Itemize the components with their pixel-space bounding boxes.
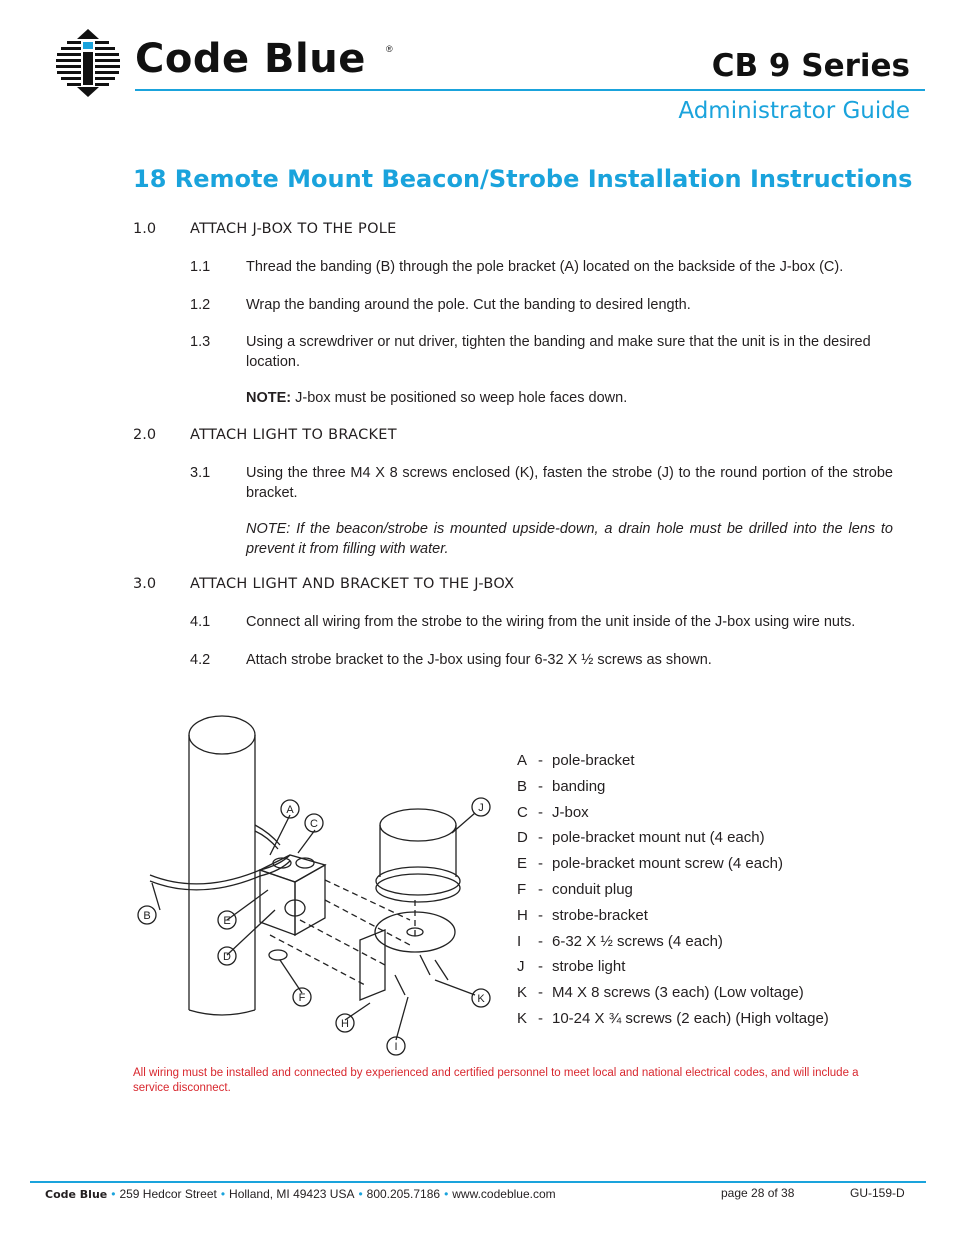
legend-letter: J xyxy=(517,958,525,976)
substep-number: 4.1 xyxy=(190,614,211,630)
step-number: 1.0 xyxy=(133,221,157,237)
note-italic: NOTE: If the beacon/strobe is mounted upside-down, a drain hole must be drilled into the lens to prevent it from filling with water. xyxy=(246,521,893,557)
legend-description: conduit plug xyxy=(552,880,633,898)
footer-website: www.codeblue.com xyxy=(452,1187,556,1201)
parts-legend xyxy=(517,752,829,1036)
installation-diagram xyxy=(130,705,505,1060)
legend-dash: - xyxy=(538,803,543,821)
footer-separator: • xyxy=(444,1187,449,1201)
footer-brand: Code Blue xyxy=(45,1188,108,1201)
step-title: ATTACH LIGHT TO BRACKET xyxy=(190,427,397,443)
footer-separator: • xyxy=(111,1187,116,1201)
note-label: NOTE: xyxy=(246,390,292,406)
substep-text: Wrap the banding around the pole. Cut the banding to desired length. xyxy=(246,297,691,313)
legend-description: strobe-bracket xyxy=(552,906,648,924)
step-number: 3.0 xyxy=(133,576,157,592)
legend-dash: - xyxy=(538,880,543,898)
legend-row xyxy=(517,933,829,959)
registered-mark: ® xyxy=(386,44,393,54)
callout-f: F xyxy=(298,992,306,1004)
substep-number: 4.2 xyxy=(190,652,211,668)
callout-h: H xyxy=(341,1018,349,1030)
substep-text: Using a screwdriver or nut driver, tighten the banding and make sure that the unit is in the desired location. xyxy=(246,334,871,370)
legend-description: strobe light xyxy=(552,958,626,976)
legend-letter: I xyxy=(517,932,522,950)
legend-description: pole-bracket mount nut (4 each) xyxy=(552,829,765,847)
legend-row xyxy=(517,881,829,907)
legend-row xyxy=(517,907,829,933)
legend-letter: D xyxy=(517,829,528,847)
callout-c: C xyxy=(310,818,318,830)
substep-text: Connect all wiring from the strobe to the wiring from the unit inside of the J-box using wire nuts. xyxy=(246,614,856,630)
callout-b: B xyxy=(143,910,151,922)
legend-dash: - xyxy=(538,932,543,950)
note xyxy=(246,389,893,409)
legend-description: banding xyxy=(552,777,606,795)
legend-letter: K xyxy=(517,984,528,1002)
legend-row xyxy=(517,778,829,804)
footer-separator: • xyxy=(220,1187,226,1201)
legend-dash: - xyxy=(538,777,543,795)
substep-text: Attach strobe bracket to the J-box using four 6-32 X ½ screws as shown. xyxy=(246,652,712,668)
note-text: J-box must be positioned so weep hole faces down. xyxy=(291,390,628,406)
callout-a: A xyxy=(286,804,294,816)
legend-letter: K xyxy=(517,1009,528,1027)
substep-number: 1.1 xyxy=(190,259,211,275)
legend-row xyxy=(517,752,829,778)
substep-text: Using the three M4 X 8 screws enclosed (K), fasten the strobe (J) to the round portion of the strobe bracket. xyxy=(246,465,893,501)
legend-row xyxy=(517,855,829,881)
callout-i: I xyxy=(394,1041,398,1053)
step-title: ATTACH J-BOX TO THE POLE xyxy=(190,221,397,237)
wiring-warning: All wiring must be installed and connected by experienced and certified personnel to meet local and national electrical codes, and will include a service disconnect. xyxy=(133,1067,859,1094)
legend-description: pole-bracket xyxy=(552,752,635,769)
legend-dash: - xyxy=(538,752,543,769)
legend-row xyxy=(517,804,829,830)
legend-row xyxy=(517,958,829,984)
page-number: page 28 of 38 xyxy=(721,1186,795,1200)
legend-description: M4 X 8 screws (3 each) (Low voltage) xyxy=(552,984,804,1002)
callout-j: J xyxy=(478,802,484,814)
legend-letter: F xyxy=(517,880,527,898)
header-divider xyxy=(135,89,925,91)
footer-separator: • xyxy=(358,1187,363,1201)
footer-city: Holland, MI 49423 USA xyxy=(229,1187,355,1201)
footer-divider xyxy=(30,1181,926,1183)
step-number: 2.0 xyxy=(133,427,157,443)
legend-row xyxy=(517,984,829,1010)
footer-contact xyxy=(45,1187,556,1201)
legend-dash: - xyxy=(538,958,543,976)
substep-text: Thread the banding (B) through the pole bracket (A) located on the backside of the J-box (C). xyxy=(246,259,844,275)
section-heading: 18 Remote Mount Beacon/Strobe Installation Instructions xyxy=(133,165,913,193)
series-title: CB 9 Series xyxy=(711,48,910,84)
legend-letter: E xyxy=(517,855,528,873)
substep-number: 1.3 xyxy=(190,334,211,350)
footer-address: 259 Hedcor Street xyxy=(119,1187,217,1201)
substep-number: 1.2 xyxy=(190,297,211,313)
legend-dash: - xyxy=(538,984,543,1002)
legend-letter: A xyxy=(517,752,528,769)
legend-description: 6-32 X ½ screws (4 each) xyxy=(552,932,723,950)
legend-dash: - xyxy=(538,829,543,847)
callout-e: E xyxy=(223,915,231,927)
document-id: GU-159-D xyxy=(850,1186,905,1200)
legend-row xyxy=(517,829,829,855)
callout-k: K xyxy=(477,993,485,1005)
brand-name: Code Blue xyxy=(135,36,366,82)
legend-row xyxy=(517,1010,829,1036)
legend-dash: - xyxy=(538,1009,543,1027)
legend-dash: - xyxy=(538,906,543,924)
legend-description: 10-24 X ¾ screws (2 each) (High voltage) xyxy=(552,1009,829,1027)
legend-description: pole-bracket mount screw (4 each) xyxy=(552,855,783,873)
legend-letter: C xyxy=(517,803,528,821)
legend-letter: H xyxy=(517,906,528,924)
legend-description: J-box xyxy=(552,803,589,821)
footer-phone: 800.205.7186 xyxy=(366,1187,441,1201)
substep-number: 3.1 xyxy=(190,465,211,481)
legend-letter: B xyxy=(517,777,528,795)
callout-d: D xyxy=(223,951,231,963)
guide-title: Administrator Guide xyxy=(678,98,910,124)
code-blue-logo-icon xyxy=(55,28,121,98)
legend-dash: - xyxy=(538,855,543,873)
step-title: ATTACH LIGHT AND BRACKET TO THE J-BOX xyxy=(190,576,515,592)
